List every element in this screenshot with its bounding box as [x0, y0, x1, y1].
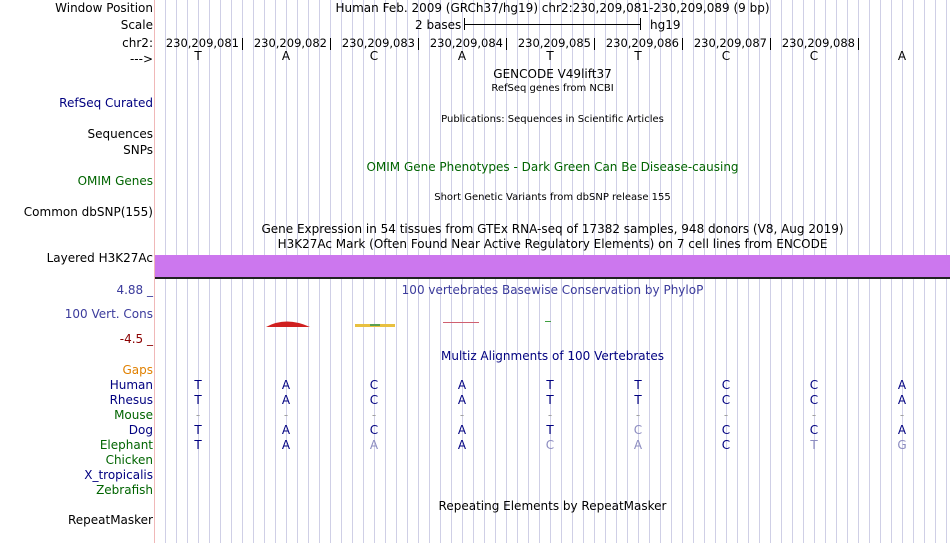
- conservation-track-label[interactable]: 100 Vert. Cons: [64, 307, 153, 321]
- alignment-base: T: [194, 438, 202, 452]
- gencode-track-title[interactable]: GENCODE V49lift37: [493, 67, 612, 81]
- base-letter: C: [809, 49, 819, 63]
- alignment-base: T: [810, 438, 818, 452]
- alignment-species-label[interactable]: Zebrafish: [96, 483, 153, 497]
- position-text: 230,209,088: [781, 36, 855, 50]
- alignment-base: -: [635, 408, 641, 422]
- alignment-base: -: [547, 408, 553, 422]
- alignment-species-label[interactable]: X_tropicalis: [84, 468, 153, 482]
- alignment-base: C: [633, 423, 643, 437]
- alignment-species-label[interactable]: Mouse: [114, 408, 153, 422]
- scale-bar-right-tick: [640, 18, 641, 30]
- scale-bases: 2 bases: [415, 18, 462, 32]
- alignment-base: T: [194, 393, 202, 407]
- refseq-track-label[interactable]: RefSeq Curated: [59, 96, 153, 110]
- refseq-track-subtitle: RefSeq genes from NCBI: [491, 83, 614, 94]
- alignment-base: A: [281, 378, 291, 392]
- base-letter: A: [897, 49, 907, 63]
- alignment-base: -: [811, 408, 817, 422]
- position-label: [771, 36, 859, 50]
- alignment-base: A: [457, 423, 467, 437]
- alignment-base: -: [283, 408, 289, 422]
- alignment-base: C: [369, 423, 379, 437]
- conservation-track-title[interactable]: 100 vertebrates Basewise Conservation by PhyloP: [401, 283, 704, 297]
- h3k27ac-signal-bar[interactable]: [155, 255, 950, 277]
- position-label: [243, 36, 331, 50]
- repeatmasker-track-title[interactable]: Repeating Elements by RepeatMasker: [438, 499, 667, 513]
- position-text: 230,209,083: [341, 36, 415, 50]
- scale-label: Scale: [120, 18, 153, 32]
- position-text: 230,209,085: [517, 36, 591, 50]
- base-letter: A: [281, 49, 291, 63]
- base-letter: C: [369, 49, 379, 63]
- dbsnp-track-title[interactable]: Short Genetic Variants from dbSNP release 155: [434, 192, 671, 203]
- alignment-base: C: [809, 423, 819, 437]
- alignment-base: -: [459, 408, 465, 422]
- alignment-base: A: [457, 378, 467, 392]
- window-position-value[interactable]: Human Feb. 2009 (GRCh37/hg19) chr2:230,209,081-230,209,089 (9 bp): [335, 1, 770, 15]
- alignment-base: A: [897, 378, 907, 392]
- alignment-base: A: [281, 423, 291, 437]
- h3k27ac-baseline: [155, 277, 950, 279]
- alignment-base: C: [721, 438, 731, 452]
- alignment-base: T: [546, 423, 554, 437]
- alignment-base: C: [721, 423, 731, 437]
- conservation-graph[interactable]: [155, 310, 950, 335]
- position-text: 230,209,087: [693, 36, 767, 50]
- conservation-peak-a2: [443, 322, 479, 323]
- conservation-peak-a: [266, 322, 310, 328]
- alignment-base: C: [369, 378, 379, 392]
- base-letter: T: [634, 49, 642, 63]
- position-text: 230,209,086: [605, 36, 679, 50]
- position-label: [683, 36, 771, 50]
- alignment-base: A: [897, 423, 907, 437]
- position-label: [507, 36, 595, 50]
- alignment-base: T: [634, 393, 642, 407]
- alignment-base: A: [369, 438, 379, 452]
- conservation-peak-c-inner: [370, 324, 380, 326]
- alignment-base: A: [281, 438, 291, 452]
- alignment-species-label[interactable]: Rhesus: [109, 393, 153, 407]
- dbsnp-track-label[interactable]: Common dbSNP(155): [23, 205, 153, 219]
- alignment-base: C: [369, 393, 379, 407]
- scale-assembly: hg19: [650, 18, 681, 32]
- multiz-track-title[interactable]: Multiz Alignments of 100 Vertebrates: [440, 349, 665, 363]
- scale-bar-left-tick: [464, 18, 465, 30]
- publications-track-title[interactable]: Publications: Sequences in Scientific Articles: [441, 114, 664, 125]
- alignment-species-label[interactable]: Human: [109, 378, 153, 392]
- chrom-label: chr2:: [122, 36, 153, 50]
- position-label: [419, 36, 507, 50]
- gtex-track-title[interactable]: Gene Expression in 54 tissues from GTEx RNA-seq of 17382 samples, 948 donors (V8, Aug 2019): [261, 222, 844, 236]
- repeatmasker-track-label[interactable]: RepeatMasker: [67, 513, 153, 527]
- alignment-base: T: [634, 378, 642, 392]
- alignment-base: T: [194, 423, 202, 437]
- window-position-label: Window Position: [55, 1, 153, 15]
- alignment-base: T: [546, 393, 554, 407]
- alignment-base: A: [633, 438, 643, 452]
- alignment-base: -: [899, 408, 905, 422]
- base-letter: A: [457, 49, 467, 63]
- alignment-base: C: [809, 378, 819, 392]
- snps-track-label[interactable]: SNPs: [123, 143, 153, 157]
- alignment-base: -: [723, 408, 729, 422]
- alignment-base: A: [457, 438, 467, 452]
- alignment-base: T: [194, 378, 202, 392]
- alignment-base: C: [545, 438, 555, 452]
- base-letter: C: [721, 49, 731, 63]
- position-text: 230,209,082: [253, 36, 327, 50]
- position-label: [155, 36, 243, 50]
- base-letter: T: [546, 49, 554, 63]
- alignment-base: -: [195, 408, 201, 422]
- position-text: 230,209,081: [165, 36, 239, 50]
- alignment-species-label[interactable]: Elephant: [99, 438, 153, 452]
- alignment-base: A: [281, 393, 291, 407]
- alignment-base: A: [457, 393, 467, 407]
- alignment-species-label[interactable]: Dog: [128, 423, 153, 437]
- omim-track-label[interactable]: OMIM Genes: [77, 174, 153, 188]
- alignment-base: T: [546, 378, 554, 392]
- alignment-base: A: [897, 393, 907, 407]
- base-letter: T: [194, 49, 202, 63]
- alignment-base: C: [809, 393, 819, 407]
- position-label: [595, 36, 683, 50]
- alignment-base: C: [721, 393, 731, 407]
- position-tick: [858, 38, 859, 50]
- alignment-species-label[interactable]: Chicken: [105, 453, 153, 467]
- position-text: 230,209,084: [429, 36, 503, 50]
- sequences-track-label[interactable]: Sequences: [87, 127, 153, 141]
- position-label: [331, 36, 419, 50]
- alignment-base: G: [897, 438, 907, 452]
- conservation-max-value: 4.88 _: [116, 283, 153, 297]
- h3k27ac-track-title[interactable]: H3K27Ac Mark (Often Found Near Active Regulatory Elements) on 7 cell lines from ENCODE: [277, 237, 828, 251]
- alignment-base: -: [371, 408, 377, 422]
- h3k27ac-track-label[interactable]: Layered H3K27Ac: [46, 251, 153, 265]
- scale-bar: [464, 24, 640, 25]
- gaps-label[interactable]: Gaps: [122, 363, 153, 377]
- conservation-min-value: -4.5 _: [119, 332, 153, 346]
- alignment-base: C: [721, 378, 731, 392]
- conservation-peak-t: [545, 321, 551, 322]
- strand-label: --->: [129, 52, 153, 66]
- omim-track-title[interactable]: OMIM Gene Phenotypes - Dark Green Can Be Disease-causing: [366, 160, 739, 174]
